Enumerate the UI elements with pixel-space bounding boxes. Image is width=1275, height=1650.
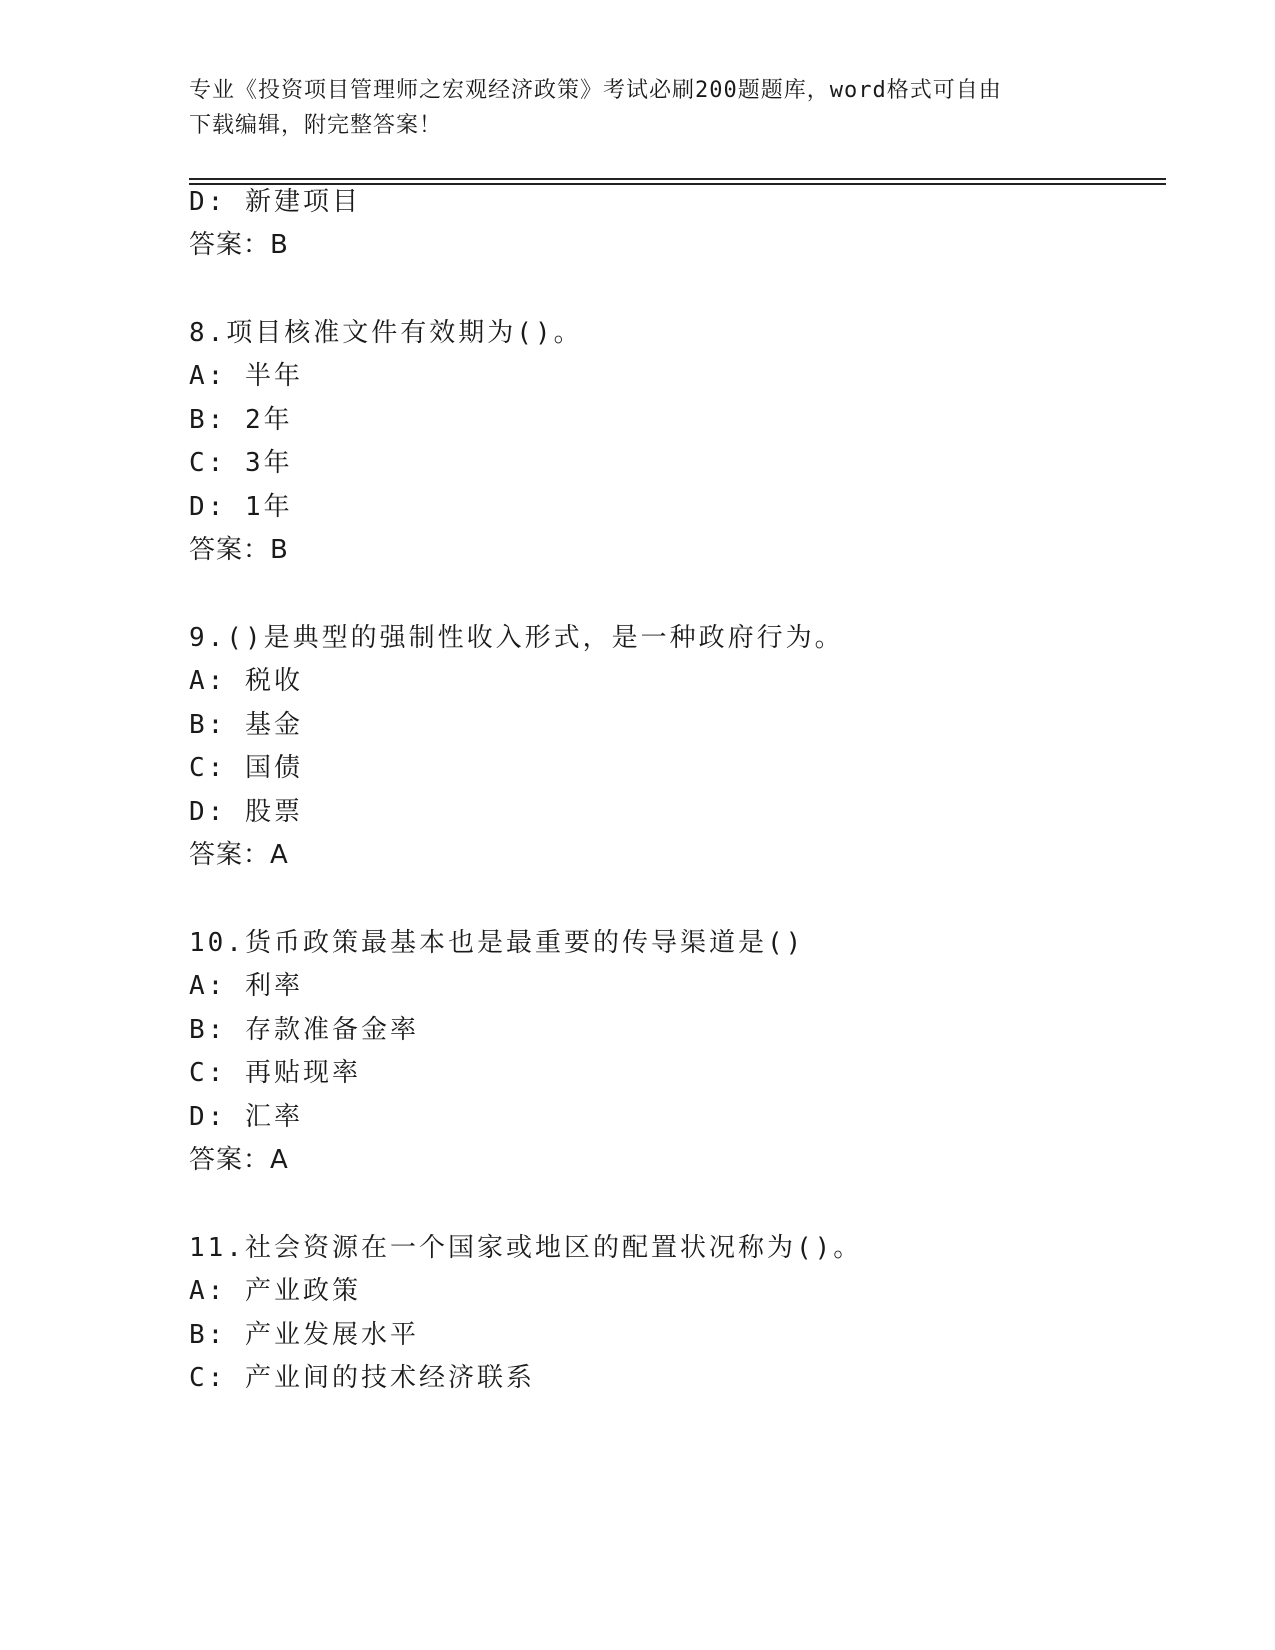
option-line: B: 2年 <box>189 405 293 435</box>
answer-line: 答案：A <box>189 840 289 870</box>
option-line: A: 税收 <box>189 666 303 696</box>
option-line: D: 股票 <box>189 797 303 827</box>
option-line: B: 产业发展水平 <box>189 1320 419 1350</box>
question-line: 10.货币政策最基本也是最重要的传导渠道是() <box>189 928 805 958</box>
document-header-line-2: 下载编辑，附完整答案！ <box>189 113 443 138</box>
header-divider-bottom <box>189 183 1166 185</box>
option-line: D: 汇率 <box>189 1102 303 1132</box>
option-line: C: 国债 <box>189 753 303 783</box>
document-header-line-1: 专业《投资项目管理师之宏观经济政策》考试必刷200题题库，word格式可自由 <box>189 78 1002 103</box>
option-line: C: 3年 <box>189 448 293 478</box>
option-line: B: 基金 <box>189 710 303 740</box>
header-divider-top <box>189 178 1166 180</box>
option-line: C: 再贴现率 <box>189 1058 361 1088</box>
option-line: C: 产业间的技术经济联系 <box>189 1363 535 1393</box>
option-line: A: 利率 <box>189 971 303 1001</box>
option-line: B: 存款准备金率 <box>189 1015 419 1045</box>
question-line: 8.项目核准文件有效期为()。 <box>189 318 583 348</box>
answer-line: 答案：B <box>189 535 289 565</box>
question-line: 11.社会资源在一个国家或地区的配置状况称为()。 <box>189 1233 863 1263</box>
answer-line: 答案：A <box>189 1145 289 1175</box>
option-line: D: 新建项目 <box>189 187 361 217</box>
answer-line: 答案：B <box>189 230 289 260</box>
option-line: A: 产业政策 <box>189 1276 361 1306</box>
question-line: 9.()是典型的强制性收入形式，是一种政府行为。 <box>189 623 844 653</box>
option-line: D: 1年 <box>189 492 293 522</box>
option-line: A: 半年 <box>189 361 303 391</box>
